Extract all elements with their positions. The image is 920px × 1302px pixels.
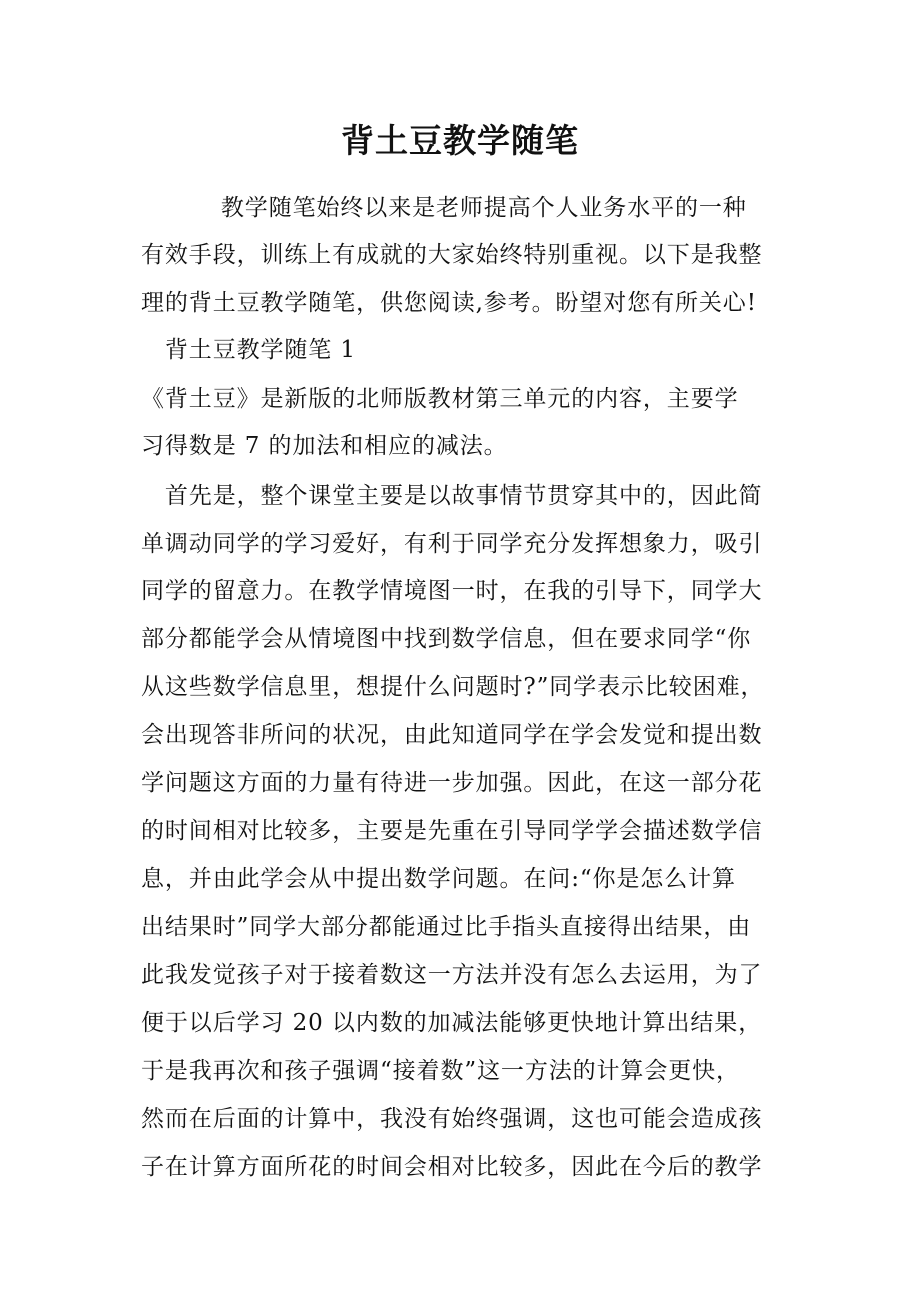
- section-heading: 背土豆教学随笔 1: [141, 337, 356, 363]
- paragraph-line: 于是我再次和孩子强调“接着数”这一方法的计算会更快，: [141, 1058, 740, 1084]
- paragraph-line: 子在计算方面所花的时间会相对比较多，因此在今后的教学: [141, 1154, 763, 1180]
- paragraph-line: 此我发觉孩子对于接着数这一方法并没有怎么去运用，为了: [141, 962, 763, 988]
- paragraph-line: 理的背土豆教学随笔，供您阅读,参考。盼望对您有所关心!: [141, 290, 757, 316]
- paragraph-line: 教学随笔始终以来是老师提高个人业务水平的一种: [141, 195, 747, 221]
- paragraph-line: 单调动同学的学习爱好，有利于同学充分发挥想象力，吸引: [141, 531, 763, 557]
- paragraph-line: 便于以后学习 20 以内数的加减法能够更快地计算出结果，: [141, 1010, 763, 1036]
- paragraph-line: 会出现答非所问的状况，由此知道同学在学会发觉和提出数: [141, 722, 763, 748]
- paragraph-line: 然而在后面的计算中，我没有始终强调，这也可能会造成孩: [141, 1106, 763, 1132]
- paragraph-line: 出结果时”同学大部分都能通过比手指头直接得出结果，由: [141, 914, 752, 940]
- paragraph-line: 息，并由此学会从中提出数学问题。在问:“你是怎么计算: [141, 866, 736, 892]
- paragraph-line: 有效手段，训练上有成就的大家始终特别重视。以下是我整: [141, 242, 763, 268]
- paragraph-line: 首先是，整个课堂主要是以故事情节贯穿其中的，因此简: [141, 483, 763, 509]
- document-title: 背土豆教学随笔: [341, 121, 579, 160]
- paragraph-line: 《背土豆》是新版的北师版教材第三单元的内容，主要学: [141, 386, 739, 412]
- paragraph-line: 的时间相对比较多，主要是先重在引导同学学会描述数学信: [141, 818, 763, 844]
- paragraph-line: 同学的留意力。在教学情境图一时，在我的引导下，同学大: [141, 578, 763, 604]
- paragraph-line: 学问题这方面的力量有待进一步加强。因此，在这一部分花: [141, 770, 763, 796]
- paragraph-line: 部分都能学会从情境图中找到数学信息，但在要求同学“你: [141, 626, 752, 652]
- paragraph-line: 从这些数学信息里，想提什么问题时?”同学表示比较困难，: [141, 674, 765, 700]
- paragraph-line: 习得数是 7 的加法和相应的减法。: [141, 433, 508, 459]
